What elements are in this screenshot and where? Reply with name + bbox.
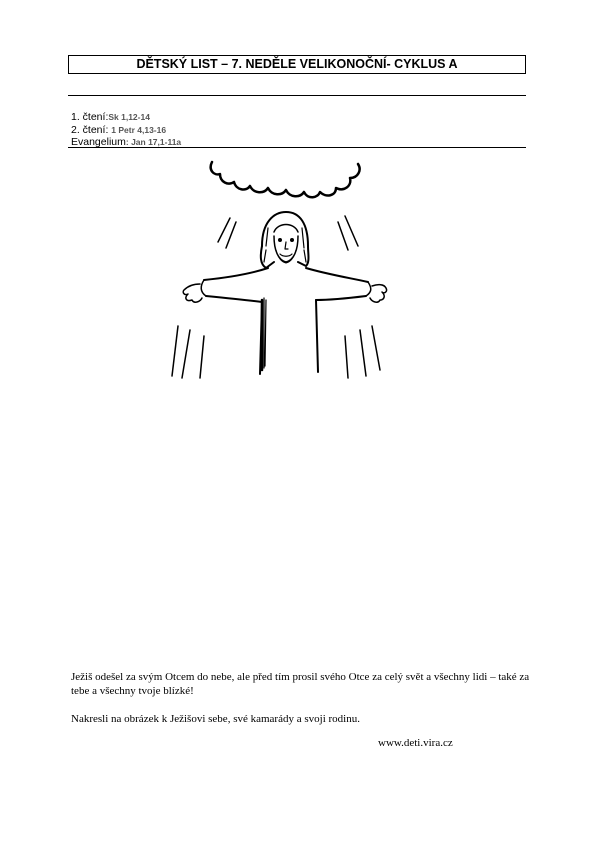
gospel-label: Evangelium [71,136,126,148]
page-title: DĚTSKÝ LIST – 7. NEDĚLE VELIKONOČNÍ- CYKLUS A [68,55,526,74]
jesus-ascension-icon [170,150,410,380]
second-reading [71,124,181,137]
paragraph-story: Ježiš odešel za svým Otcem do nebe, ale před tím prosil svého Otce za celý svět a všechny lidi – také za tebe a všechny tvoje blízké! [71,671,530,697]
website-link[interactable]: www.deti.vira.cz [378,737,453,749]
first-reading-label: 1. čtení: [71,111,109,123]
first-reading [71,111,181,124]
second-reading-ref: 1 Petr 4,13-16 [111,124,167,135]
paragraph-instruction: Nakresli na obrázek k Ježišovi sebe, své kamarády a svoji rodinu. [71,713,360,725]
gospel-ref: : Jan 17,1-11a [125,137,182,147]
divider-bottom [68,147,526,148]
first-reading-ref: Sk 1,12-14 [108,112,150,122]
second-reading-label: 2. čtení: [71,123,109,136]
description-text [71,670,531,726]
readings-block [71,111,181,149]
cloud-icon [211,162,360,197]
divider-top [68,95,526,96]
